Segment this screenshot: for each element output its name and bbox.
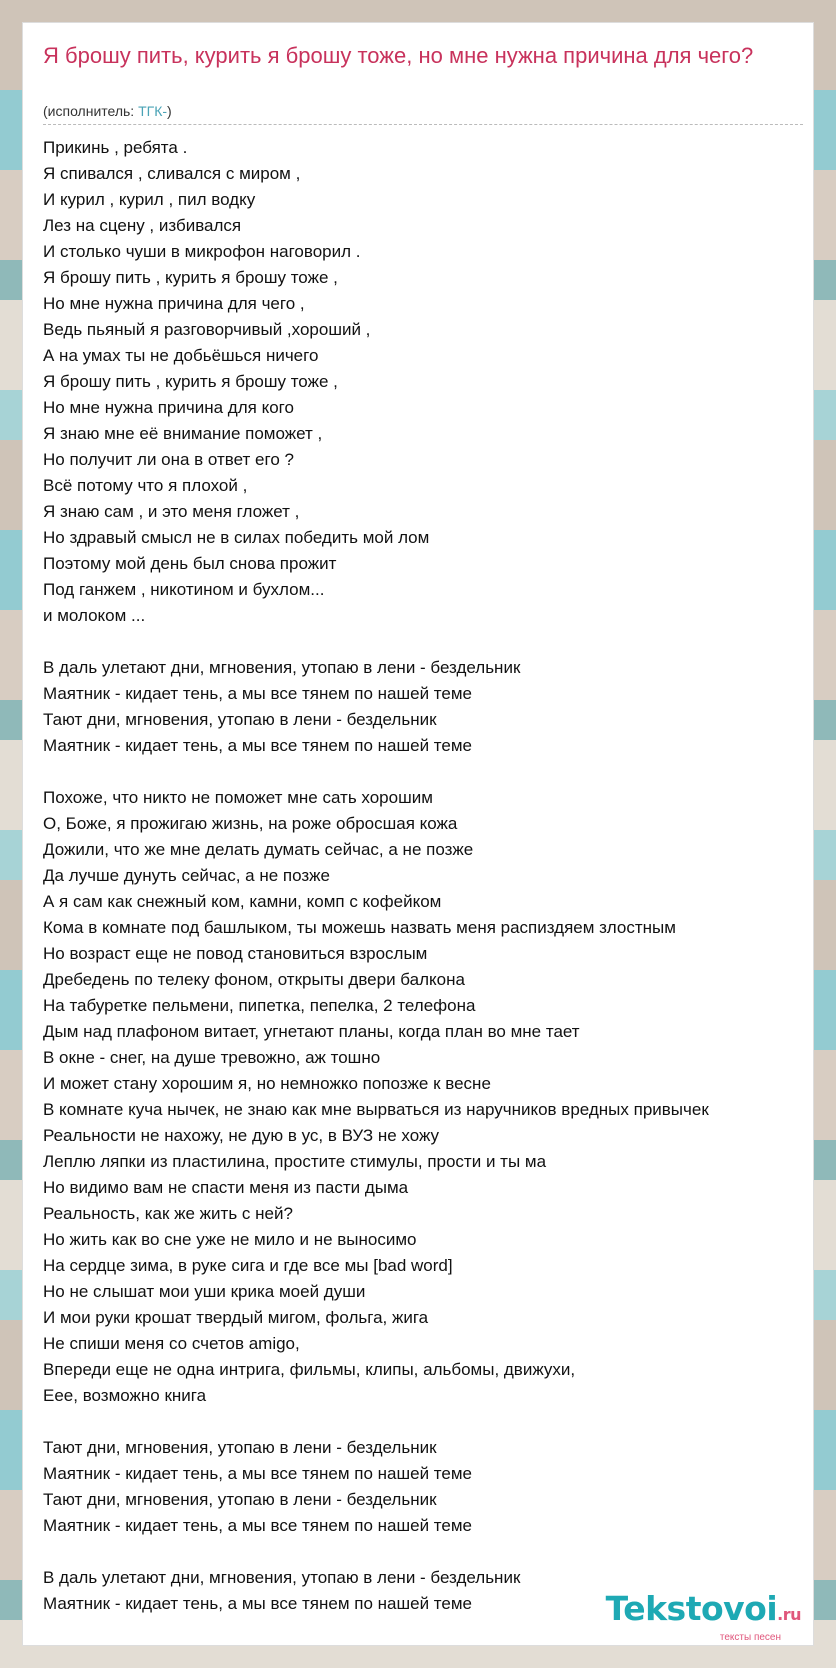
- lyric-line: Похоже, что никто не поможет мне сать хорошим: [43, 788, 433, 807]
- lyric-line: Но жить как во сне уже не мило и не выносимо: [43, 1230, 417, 1249]
- stanza-gap: [43, 759, 814, 785]
- lyric-line: И столько чуши в микрофон наговорил .: [43, 242, 361, 261]
- lyric-line: Но видимо вам не спасти меня из пасти дыма: [43, 1178, 409, 1197]
- lyric-line: На сердце зима, в руке сига и где все мы [bad word]: [43, 1256, 453, 1275]
- lyric-line: Да лучше дунуть сейчас, а не позже: [43, 866, 330, 885]
- lyric-line: Прикинь , ребята .: [43, 138, 188, 157]
- lyric-line: Леплю ляпки из пластилина, простите стимулы, прости и ты ма: [43, 1152, 547, 1171]
- lyric-line: Дожили, что же мне делать думать сейчас, а не позже: [43, 840, 474, 859]
- lyric-line: Маятник - кидает тень, а мы все тянем по нашей теме: [43, 1594, 472, 1613]
- lyric-line: и молоком ...: [43, 606, 146, 625]
- lyric-line: Кома в комнате под башлыком, ты можешь назвать меня распиздяем злостным: [43, 918, 676, 937]
- lyric-line: Поэтому мой день был снова прожит: [43, 554, 337, 573]
- title-divider: [43, 124, 803, 125]
- lyric-line: Но мне нужна причина для кого: [43, 398, 294, 417]
- logo-tld: .ru: [777, 1605, 801, 1624]
- lyric-line: Дребедень по телеку фоном, открыты двери балкона: [43, 970, 465, 989]
- lyric-line: Я знаю сам , и это меня гложет ,: [43, 502, 300, 521]
- lyric-line: И может стану хорошим я, но немножко попозже к весне: [43, 1074, 491, 1093]
- lyrics-text: [43, 135, 814, 1617]
- lyric-line: Я спивался , сливался с миром ,: [43, 164, 301, 183]
- artist-link[interactable]: ТГК-: [138, 103, 168, 119]
- lyric-line: Но здравый смысл не в силах победить мой лом: [43, 528, 430, 547]
- lyric-line: О, Боже, я прожигаю жизнь, на роже обросшая кожа: [43, 814, 458, 833]
- artist-prefix: (исполнитель:: [43, 103, 139, 119]
- lyric-line: Я брошу пить , курить я брошу тоже ,: [43, 268, 338, 287]
- lyric-line: Маятник - кидает тень, а мы все тянем по нашей теме: [43, 736, 472, 755]
- lyric-line: И курил , курил , пил водку: [43, 190, 256, 209]
- lyric-line: В комнате куча нычек, не знаю как мне вырваться из наручников вредных привычек: [43, 1100, 709, 1119]
- lyric-line: В окне - снег, на душе тревожно, аж тошно: [43, 1048, 381, 1067]
- lyric-line: Всё потому что я плохой ,: [43, 476, 248, 495]
- lyric-line: Не спиши меня со счетов amigo,: [43, 1334, 300, 1353]
- lyric-line: На табуретке пельмени, пипетка, пепелка, 2 телефона: [43, 996, 476, 1015]
- lyric-line: Впереди еще не одна интрига, фильмы, клипы, альбомы, движухи,: [43, 1360, 576, 1379]
- lyric-line: Тают дни, мгновения, утопаю в лени - бездельник: [43, 1438, 437, 1457]
- artist-line: [43, 103, 172, 119]
- logo-tagline: тексты песен: [719, 1632, 781, 1643]
- song-title: Я брошу пить, курить я брошу тоже, но мне нужна причина для чего?: [43, 43, 754, 68]
- lyric-line: Но не слышат мои уши крика моей души: [43, 1282, 366, 1301]
- site-logo[interactable]: [606, 1591, 801, 1643]
- stanza-gap: [43, 1539, 814, 1565]
- lyric-line: Но получит ли она в ответ его ?: [43, 450, 294, 469]
- lyric-line: А я сам как снежный ком, камни, комп с кофейком: [43, 892, 442, 911]
- lyric-line: Я брошу пить , курить я брошу тоже ,: [43, 372, 338, 391]
- lyric-line: А на умах ты не добьёшься ничего: [43, 346, 319, 365]
- lyric-line: Еее, возможно книга: [43, 1386, 207, 1405]
- lyric-line: Тают дни, мгновения, утопаю в лени - бездельник: [43, 710, 437, 729]
- lyric-line: Реальность, как же жить с ней?: [43, 1204, 293, 1223]
- lyric-line: Под ганжем , никотином и бухлом...: [43, 580, 325, 599]
- lyrics-card: [22, 22, 814, 1646]
- lyric-line: Тают дни, мгновения, утопаю в лени - бездельник: [43, 1490, 437, 1509]
- stanza-gap: [43, 629, 814, 655]
- lyric-line: Но возраст еще не повод становиться взрослым: [43, 944, 428, 963]
- stanza-gap: [43, 1409, 814, 1435]
- lyric-line: Реальности не нахожу, не дую в ус, в ВУЗ не хожу: [43, 1126, 440, 1145]
- lyric-line: Дым над плафоном витает, угнетают планы, когда план во мне тает: [43, 1022, 580, 1041]
- lyric-line: Я знаю мне её внимание поможет ,: [43, 424, 323, 443]
- lyric-line: Маятник - кидает тень, а мы все тянем по нашей теме: [43, 1516, 472, 1535]
- lyric-line: В даль улетают дни, мгновения, утопаю в лени - бездельник: [43, 658, 521, 677]
- lyric-line: Но мне нужна причина для чего ,: [43, 294, 305, 313]
- lyric-line: В даль улетают дни, мгновения, утопаю в лени - бездельник: [43, 1568, 521, 1587]
- lyric-line: Лез на сцену , избивался: [43, 216, 242, 235]
- lyric-line: Маятник - кидает тень, а мы все тянем по нашей теме: [43, 1464, 472, 1483]
- lyric-line: Ведь пьяный я разговорчивый ,хороший ,: [43, 320, 371, 339]
- artist-suffix: ): [167, 103, 172, 119]
- lyric-line: Маятник - кидает тень, а мы все тянем по нашей теме: [43, 684, 472, 703]
- logo-name: Tekstovoi: [605, 1589, 778, 1628]
- lyric-line: И мои руки крошат твердый мигом, фольга, жига: [43, 1308, 429, 1327]
